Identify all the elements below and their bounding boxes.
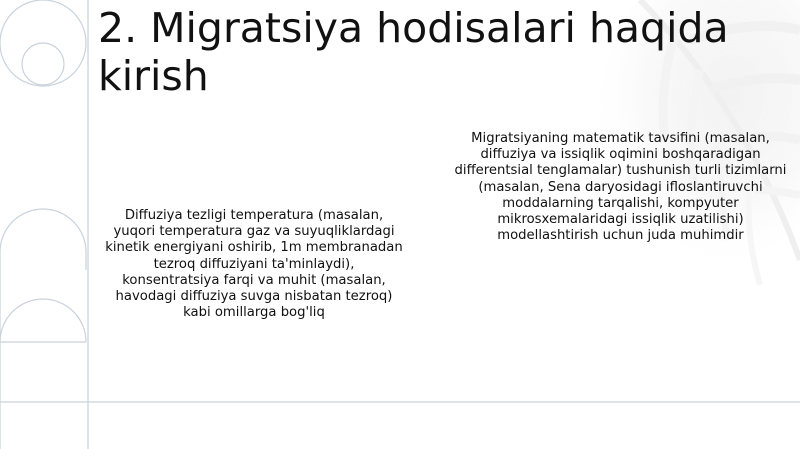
right-text-block: Migratsiyaning matematik tavsifini (masalan, diffuziya va issiqlik oqimini boshqaradigan differentsial tenglamalar) tushunish turli tizimlarni (masalan, Sena daryosidagi ifloslantiruvchi moddalarning tarqalishi, kompyuter mikrosxemalaridagi issiqlik uzatilishi) modellashtirish uchun juda muhimdir bbox=[454, 131, 787, 244]
upper-arch bbox=[0, 209, 86, 270]
top-circle-inner bbox=[22, 43, 64, 85]
lower-arch bbox=[0, 299, 86, 342]
left-text-block: Diffuziya tezligi temperatura (masalan, yuqori temperatura gaz va suyuqliklardagi kinetik energiyani oshirib, 1m membranadan tezroq diffuziyani ta'minlaydi), konsentratsiya farqi va muhit (masalan, havodagi diffuziya suvga nisbatan tezroq) kabi omillarga bog'liq bbox=[105, 208, 403, 321]
slide-title: 2. Migratsiya hodisalari haqida kirish bbox=[98, 4, 729, 100]
